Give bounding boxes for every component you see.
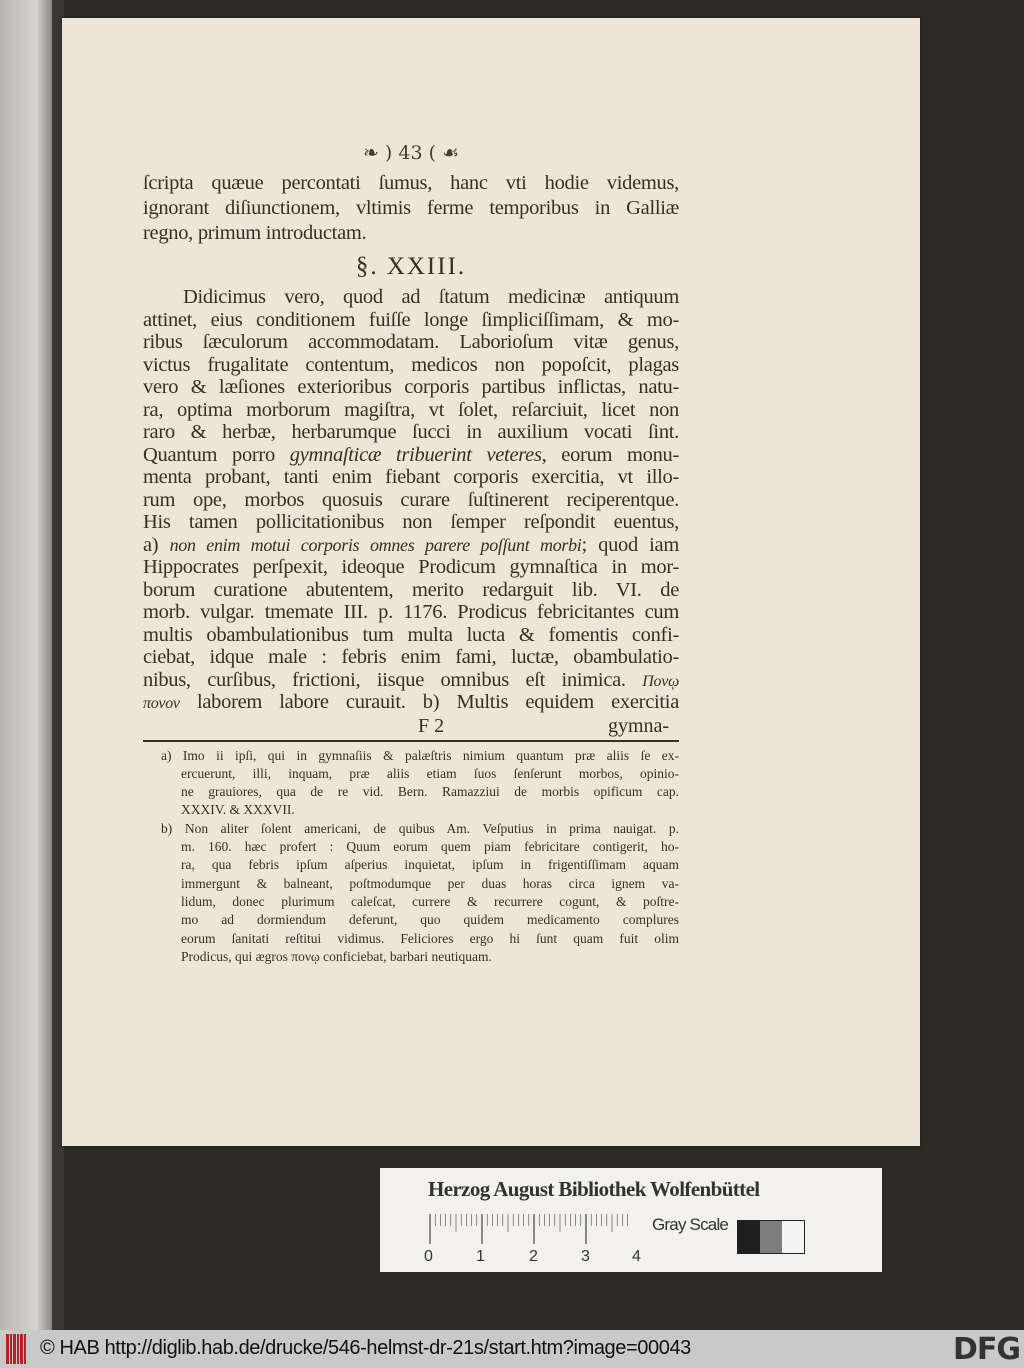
greek-span: πονον [143,695,180,712]
text-span: ; quod iam [581,533,680,556]
signature-mark: F 2 [418,715,445,737]
footnote-line: ne grauiores, qua de re vid. Bern. Ramazziui de morbis opificum cap. [181,784,679,799]
text-span: a) [143,533,159,556]
gray-scale-swatches [737,1220,805,1254]
text-line [143,691,679,713]
text-line: morb. vulgar. tmemate III. p. 1176. Prodicus febricitantes cum [143,601,679,623]
text-line: ciebat, idque male : febris enim fami, luctæ, obambulatio- [143,646,679,668]
footnote-line: XXXIV. & XXXVII. [181,802,295,817]
swatch-black [738,1221,760,1253]
text-line: Didicimus vero, quod ad ſtatum medicinæ antiquum [183,286,679,308]
text-span: , eorum monu- [541,443,679,466]
ruler-label: 4 [632,1248,641,1265]
catchword: gymna- [608,715,670,737]
hab-logo-icon [6,1334,26,1364]
text-line [143,444,679,466]
footnote-line: eorum ſanitati reſtitui vidimus. Feliciores ergo hi ſunt quam fuit olim [181,931,679,946]
text-line: ſcripta quæue percontati ſumus, hanc vti hodie videmus, [143,172,679,194]
footnote-line: ercuerunt, illi, inquam, præ aliis etiam ſuos ſenſerunt morbos, opinio- [181,766,679,781]
footer-bar [0,1330,1024,1368]
footnote-line: a) Imo ii ipſi, qui in gymnaſiis & palæſtris nimium quantum præ aliis ſe ex- [161,748,679,763]
text-line: His tamen pollicitationibus non ſemper reſpondit euentus, [143,511,679,533]
ruler-label: 3 [581,1248,590,1265]
ruler-label: 2 [529,1248,538,1265]
footnote-line: immergunt & balneant, poſtmodumque per duas horas circa ignem va- [181,876,679,891]
text-span: Quantum porro [143,443,275,466]
library-name: Herzog August Bibliothek Wolfenbüttel [428,1177,760,1201]
text-span: nibus, curſibus, frictioni, iisque omnibus eſt inimica. [143,668,626,691]
footnote-line: mo ad dormiendum deferunt, quo quidem medicamento complures [181,912,679,927]
text-line [143,669,679,691]
footnote-line: b) Non aliter ſolent americani, de quibus Am. Veſputius in prima nauigat. p. [161,821,679,836]
text-span: laborem labore curauit. b) Multis equidem exercitia [196,691,679,713]
text-line: multis obambulationibus tum multa lucta & fomentis confi- [143,623,679,646]
ruler-label: 1 [476,1248,485,1265]
text-line [143,534,679,556]
italic-span: non enim motui corporis omnes parere poſſunt morbi [169,534,582,555]
text-line: borum curatione abutentem, merito redarguit lib. VI. de [143,578,679,601]
text-line: ignorant diſiunctionem, vltimis ferme temporibus in Galliæ [143,197,679,219]
text-line: attinet, eius conditionem fuiſſe longe ſimpliciſſimam, & mo- [143,308,679,331]
previous-page-edge [0,0,52,1330]
text-line: menta probant, tanti enim fiebant corporis exercitia, vt illo- [143,466,679,488]
color-target-card [380,1168,882,1272]
text-line: vero & læſiones exterioribus corporis partibus inflictas, natu- [143,376,679,398]
footnote-line: ra, qua febris ipſum aſperius inquietat, ipſum in frigentiſſimam aquam [181,857,679,872]
running-head: ❧ ) 43 ( ☙ [362,142,460,164]
greek-span: Πονῳ [642,672,679,690]
footnote-line: Prodicus, qui ægros πονῳ conficiebat, barbari neutiquam. [181,949,492,964]
section-heading: §. XXIII. [355,253,467,280]
text-line: Hippocrates perſpexit, ideoque Prodicum gymnaſtica in mor- [143,556,679,578]
scanned-page [62,18,920,1146]
text-line: ribus ſæculorum accommodatam. Laborioſum vitæ genus, [143,331,679,353]
ruler-scale [428,1214,628,1244]
ruler-label: 0 [424,1248,433,1265]
source-url[interactable]: © HAB http://diglib.hab.de/drucke/546-helmst-dr-21s/start.htm?image=00043 [40,1337,691,1359]
text-line: ra, optima morborum magiſtra, vt ſolet, reſarciuit, licet non [143,398,679,421]
text-line: regno, primum introductam. [143,222,367,244]
footnote-line: lidum, donec plurimum caleſcat, currere & recurrere cogunt, & poſtre- [181,894,679,909]
swatch-white [782,1221,804,1253]
text-line: rum ope, morbos quosuis curare ſuſtinerent reciperentque. [143,488,679,511]
dfg-logo: DFG [952,1332,1020,1367]
text-line: victus frugalitate contentum, medicos non popoſcit, plagas [143,353,679,376]
text-line: raro & herbæ, herbarumque ſucci in auxilium vocati ſint. [143,421,679,443]
gray-scale-label: Gray Scale [652,1215,729,1234]
footnote-rule [143,740,679,742]
swatch-gray [760,1221,782,1253]
footnote-line: m. 160. hæc profert : Quum eorum quem piam febricitare contigerit, ho- [181,839,679,854]
italic-span: gymnaſticæ tribuerint veteres [289,443,542,466]
